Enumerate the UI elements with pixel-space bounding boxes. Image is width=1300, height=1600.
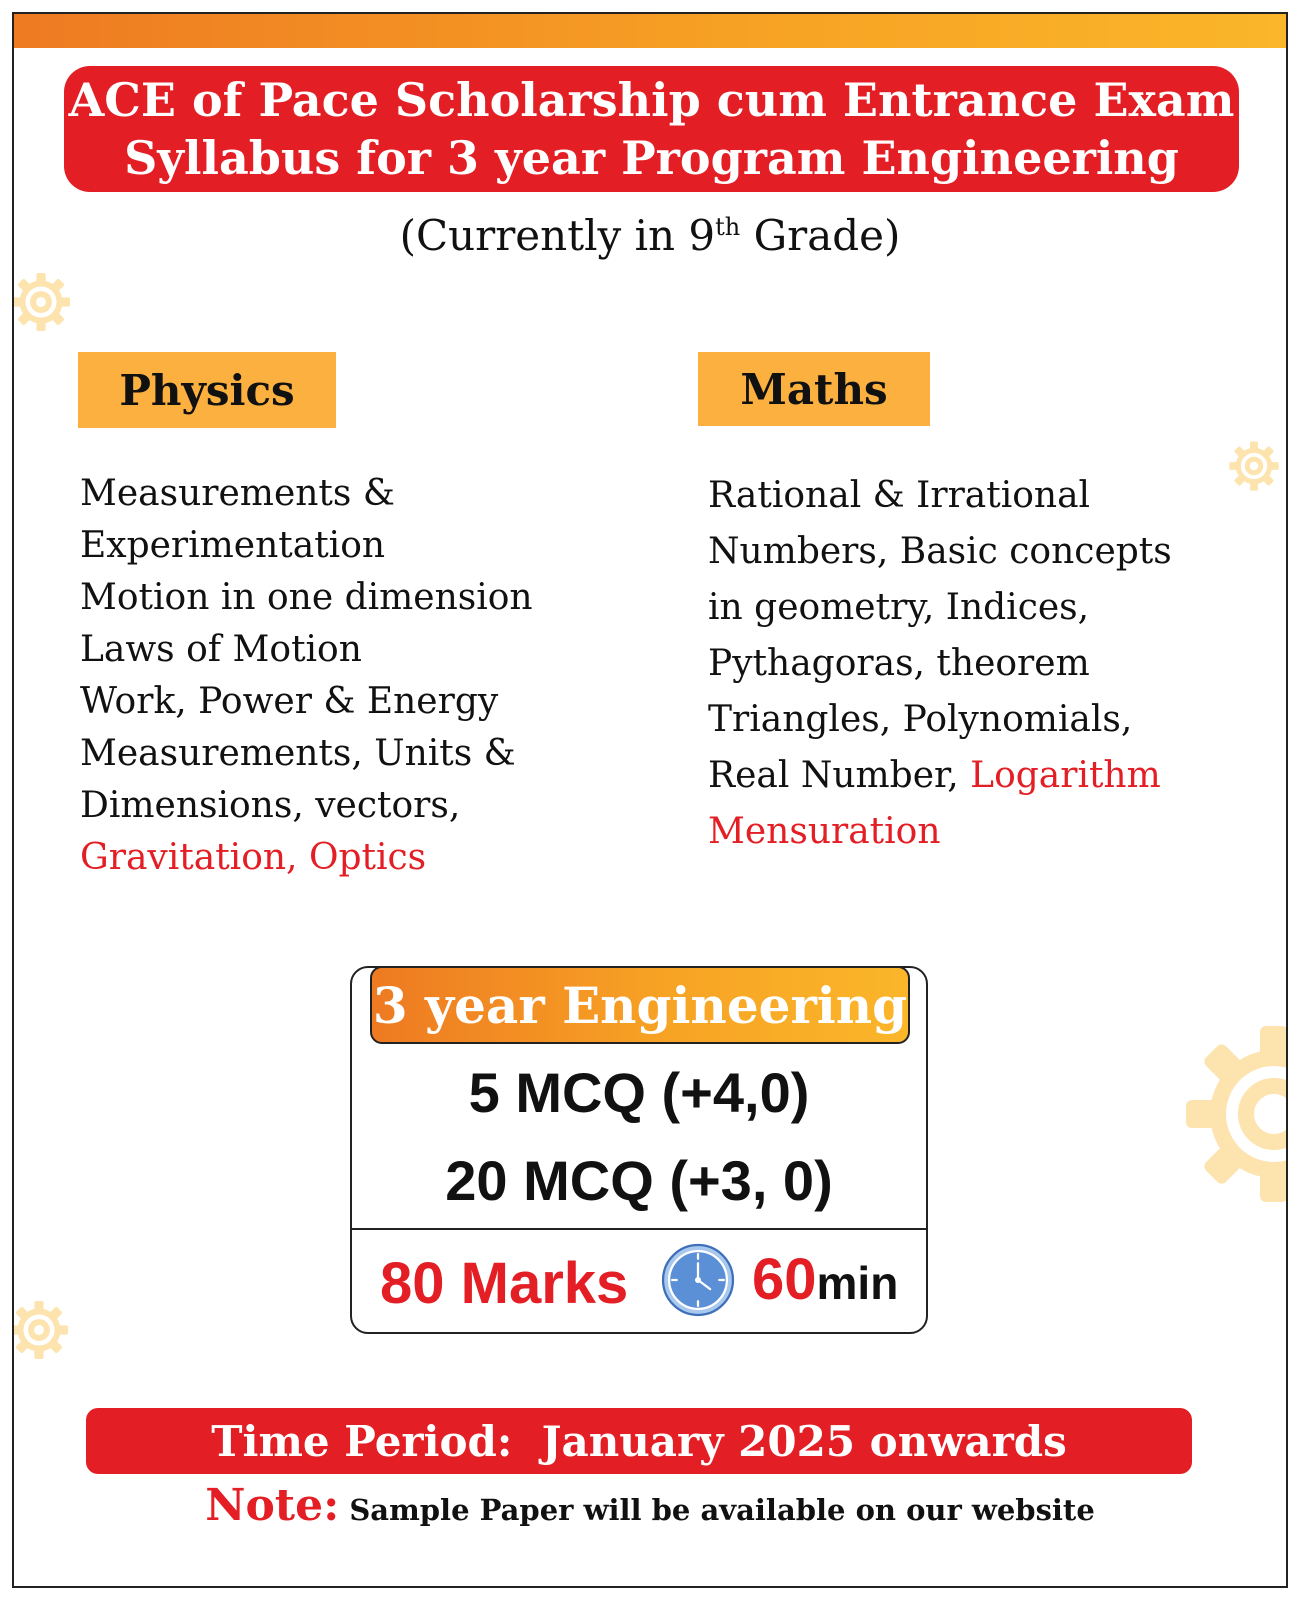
note-label: Note:: [205, 1480, 340, 1531]
page-frame: [12, 12, 1288, 1588]
grade-suffix: Grade): [740, 211, 901, 260]
title-banner: [64, 66, 1239, 192]
maths-topic-line: [708, 748, 1248, 804]
time-period-banner: Time Period: January 2025 onwards: [86, 1408, 1192, 1474]
maths-topic: Triangles, Polynomials,: [708, 699, 1133, 740]
top-gradient-bar: [14, 14, 1286, 48]
maths-topic: Numbers, Basic concepts: [708, 531, 1172, 572]
exam-pattern-box: [350, 966, 928, 1334]
exam-divider: [352, 1228, 926, 1230]
grade-prefix: (Currently in 9: [399, 211, 716, 260]
maths-topic-highlight: Mensuration: [708, 811, 941, 852]
physics-topic: Dimensions, vectors,: [80, 785, 461, 826]
maths-topic: Real Number,: [708, 755, 971, 796]
physics-topic: Measurements, Units &: [80, 733, 516, 774]
physics-topic: Work, Power & Energy: [80, 681, 499, 722]
physics-topics: [80, 468, 620, 884]
physics-topic: Motion in one dimension: [80, 577, 533, 618]
grade-subtitle: [14, 210, 1286, 262]
gear-icon: [1174, 1014, 1288, 1214]
maths-topic: Pythagoras, theorem: [708, 643, 1090, 684]
physics-label: Physics: [78, 352, 336, 428]
physics-topic: Experimentation: [80, 525, 386, 566]
gear-icon: [12, 1292, 72, 1368]
maths-topic-highlight: Logarithm: [970, 755, 1161, 796]
grade-superscript: th: [715, 213, 741, 241]
note-line: [14, 1480, 1286, 1531]
maths-topic: in geometry, Indices,: [708, 587, 1090, 628]
title-line-2: Syllabus for 3 year Program Engineering: [124, 131, 1179, 185]
title-line-1: ACE of Pace Scholarship cum Entrance Exam: [68, 73, 1235, 127]
physics-topic: Laws of Motion: [80, 629, 362, 670]
maths-topic: Rational & Irrational: [708, 475, 1091, 516]
mcq-line-2: 20 MCQ (+3, 0): [445, 1149, 833, 1212]
physics-topic: Measurements &: [80, 473, 395, 514]
gear-icon: [12, 264, 74, 340]
duration-value: 60: [752, 1247, 817, 1312]
clock-icon: [660, 1242, 736, 1318]
physics-topic-highlight: Gravitation, Optics: [80, 837, 427, 878]
exam-duration: [752, 1246, 898, 1313]
duration-unit: min: [816, 1257, 899, 1309]
exam-title: 3 year Engineering: [370, 966, 910, 1044]
maths-topics: [708, 468, 1248, 860]
maths-label: Maths: [698, 352, 930, 426]
note-text: Sample Paper will be available on our website: [349, 1493, 1095, 1527]
mcq-line-1: 5 MCQ (+4,0): [468, 1061, 810, 1124]
total-marks: 80 Marks: [380, 1251, 629, 1316]
